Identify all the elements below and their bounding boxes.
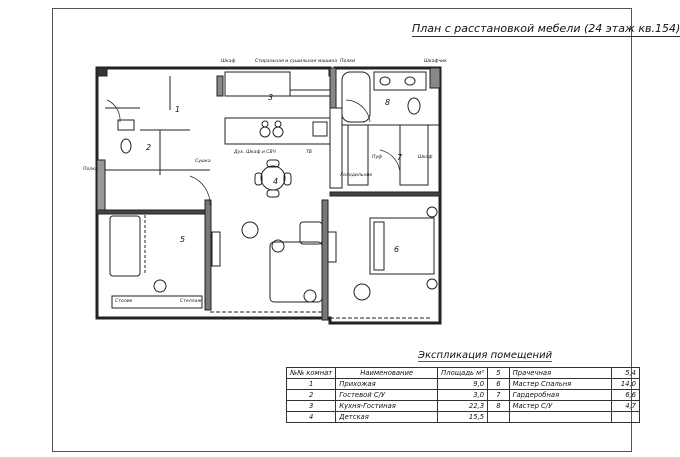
bed	[370, 218, 434, 274]
sofa	[270, 242, 322, 302]
table-row-2-area: 3,0	[438, 390, 488, 401]
interior-wall	[97, 210, 207, 214]
label-tv-kitchen: ТВ	[306, 150, 312, 155]
vanity	[374, 72, 426, 90]
child-bed	[110, 216, 140, 276]
interior-wall	[205, 200, 211, 310]
tv-unit	[212, 232, 220, 266]
table-row-8-num: 8	[488, 401, 510, 412]
toilet	[408, 98, 420, 114]
bathtub	[342, 72, 370, 122]
wall-column	[430, 68, 440, 88]
label-shkafchik: Шкафчик	[424, 59, 447, 64]
table-row-2-num: 2	[287, 390, 336, 401]
table-row-4-num: 4	[287, 412, 336, 423]
table-row-7-area: 6,6	[611, 390, 639, 401]
table-row-3-area: 22,3	[438, 401, 488, 412]
label-puf: Пуф	[372, 155, 383, 160]
table-row-3-name: Кухня-Гостиная	[336, 401, 438, 412]
wall-column	[330, 68, 336, 108]
explication-table	[286, 367, 640, 423]
label-shkaf-room7: Шкаф	[418, 155, 433, 160]
room-number-7: 7	[397, 153, 403, 162]
table-row-3-num: 3	[287, 401, 336, 412]
table-row-5-num: 5	[488, 368, 510, 379]
table-row-6-area: 14,0	[611, 379, 639, 390]
label-polki: Полки	[340, 59, 355, 64]
room-number-3: 3	[268, 93, 274, 102]
room-number-2: 2	[146, 143, 152, 152]
room-number-6: 6	[394, 245, 400, 254]
room-number-5: 5	[180, 235, 186, 244]
label-polki-left: Полки	[83, 167, 98, 172]
header-area: Площадь м²	[438, 368, 488, 379]
label-stellazh: Стеллаж	[180, 299, 202, 304]
table-row-5-name: Прачечная	[509, 368, 611, 379]
room-number-4: 4	[273, 177, 279, 186]
table-row-7-num: 7	[488, 390, 510, 401]
header-num: №№ комнат	[287, 368, 336, 379]
label-holod: Холодильник	[340, 173, 373, 178]
label-stiral: Стиральная и сушильная машина	[255, 59, 338, 64]
table-row-4-area: 15,5	[438, 412, 488, 423]
page-title: План с расстановкой мебели (24 этаж кв.154)	[412, 22, 680, 35]
label-sushka: Сушка	[195, 159, 211, 164]
laundry-cabinet	[225, 72, 290, 96]
table-row-8-name: Мастер С/У	[509, 401, 611, 412]
table-row-1-area: 9,0	[438, 379, 488, 390]
wall-column	[217, 76, 223, 96]
table-row-5-area: 5,4	[611, 368, 639, 379]
table-row-4-name: Детская	[336, 412, 438, 423]
table-row-1-num: 1	[287, 379, 336, 390]
table-row-8-area: 4,7	[611, 401, 639, 412]
armchair	[354, 284, 370, 300]
table-row-2-name: Гостевой С/У	[336, 390, 438, 401]
header-name: Наименование	[336, 368, 438, 379]
label-dukh: Дух. Шкаф и СВЧ	[234, 150, 276, 155]
room-number-1: 1	[175, 105, 181, 114]
explication-title: Экспликация помещений	[418, 350, 553, 361]
interior-wall	[330, 192, 440, 196]
toilet	[121, 139, 131, 153]
table-row-6-num: 6	[488, 379, 510, 390]
shelf	[290, 90, 330, 96]
table-row-6-name: Мастер Спальня	[509, 379, 611, 390]
label-stolik: Столик	[115, 299, 133, 304]
table-row-7-name: Гардеробная	[509, 390, 611, 401]
room-number-8: 8	[385, 98, 391, 107]
table-row-1-name: Прихожая	[336, 379, 438, 390]
tv-unit	[328, 232, 336, 262]
label-shkaf: Шкаф	[221, 59, 236, 64]
armchair	[242, 222, 258, 238]
interior-wall	[322, 200, 328, 320]
wall-column	[97, 160, 105, 210]
wall-column	[97, 68, 107, 76]
